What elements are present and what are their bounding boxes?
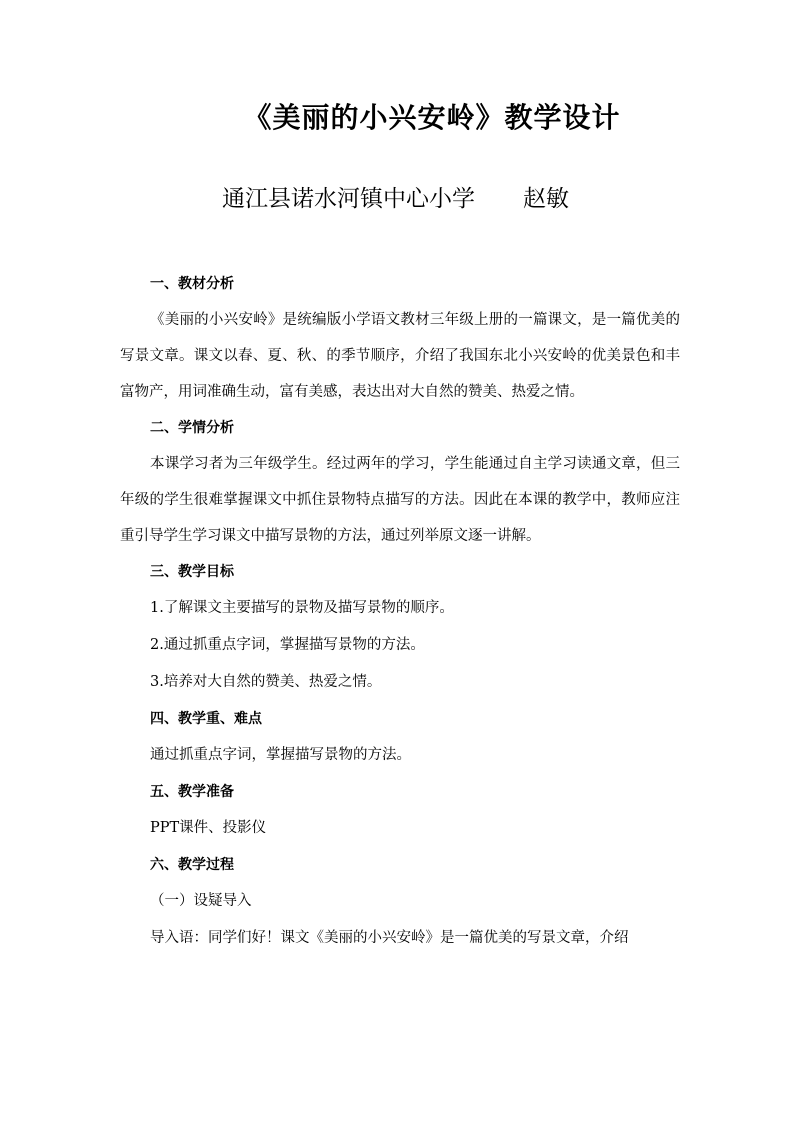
section-heading-4: 四、教学重、难点: [150, 711, 262, 727]
section-heading-3: 三、教学目标: [150, 564, 234, 580]
section-heading-2: 二、学情分析: [150, 420, 234, 436]
subsection-heading: （一）设疑导入: [150, 893, 252, 909]
section-paragraph-5: PPT课件、投影仪: [150, 820, 267, 836]
school-name: 通江县诺水河镇中心小学: [222, 186, 475, 212]
section-paragraph-4: 通过抓重点字词，掌握描写景物的方法。: [150, 747, 411, 763]
page-title: 《美丽的小兴安岭》教学设计: [243, 101, 621, 134]
section-paragraph-2: 本课学习者为三年级学生。经过两年的学习，学生能通过自主学习读通文章，但三年级的学生很难掌握课文中抓住景物特点描写的方法。因此在本课的教学中，教师应注重引导学生学习课文中描写景物的方法，通过列举原文逐一讲解。: [120, 456, 680, 544]
goal-item: 3.培养对大自然的赞美、热爱之情。: [150, 674, 382, 690]
section-heading-6: 六、教学过程: [150, 857, 234, 873]
section-heading-1: 一、教材分析: [150, 276, 234, 292]
section-paragraph-6: 导入语：同学们好！课文《美丽的小兴安岭》是一篇优美的写景文章，介绍: [150, 930, 629, 946]
document-body: [120, 266, 680, 957]
byline: [222, 180, 569, 213]
goal-item: 2.通过抓重点字词，掌握描写景物的方法。: [150, 637, 425, 653]
author-name: 赵敏: [523, 186, 569, 212]
section-paragraph-1: 《美丽的小兴安岭》是统编版小学语文教材三年级上册的一篇课文，是一篇优美的写景文章。课文以春、夏、秋、的季节顺序，介绍了我国东北小兴安岭的优美景色和丰富物产，用词准确生动，富有美感，表达出对大自然的赞美、热爱之情。: [120, 312, 680, 400]
goal-item: 1.了解课文主要描写的景物及描写景物的顺序。: [150, 600, 454, 616]
section-heading-5: 五、教学准备: [150, 784, 234, 800]
